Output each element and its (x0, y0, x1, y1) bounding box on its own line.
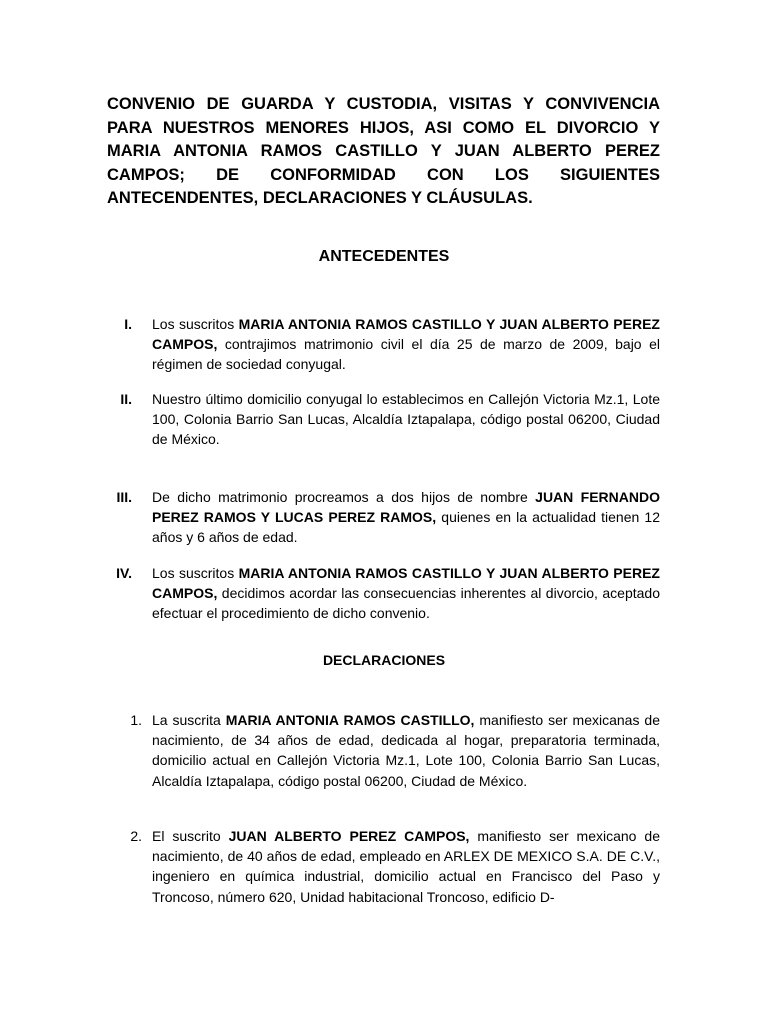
declaracion-paragraph: El suscrito JUAN ALBERTO PEREZ CAMPOS, manifiesto ser mexicano de nacimiento, de 40 años de edad, empleado en ARLEX DE MEXICO S.A. DE C.V., ingeniero en química industrial, domicilio actual en Francisco del Paso y Troncoso, número 620, Unidad habitacional Troncoso, edificio D- (152, 828, 660, 905)
document-title: CONVENIO DE GUARDA Y CUSTODIA, VISITAS Y CONVIVENCIA PARA NUESTROS MENORES HIJOS, ASI COMO EL DIVORCIO Y MARIA ANTONIA RAMOS CASTILLO Y JUAN ALBERTO PEREZ CAMPOS; DE CONFORMIDAD CON LOS SIGUIENTES ANTECENDENTES, DECLARACIONES Y CLÁUSULAS. (107, 95, 660, 207)
declaracion-number: 2. (130, 828, 142, 844)
declaraciones-heading: DECLARACIONES (322, 652, 446, 668)
antecedente-numeral: III. (116, 489, 132, 505)
antecedente-paragraph: Los suscritos MARIA ANTONIA RAMOS CASTILLO Y JUAN ALBERTO PEREZ CAMPOS, decidimos acordar las consecuencias inherentes al divorcio, aceptado efectuar el procedimiento de dicho convenio. (152, 565, 660, 622)
declaracion-paragraph: La suscrita MARIA ANTONIA RAMOS CASTILLO, manifiesto ser mexicanas de nacimiento, de 34 años de edad, dedicada al hogar, preparatoria terminada, domicilio actual en Callejón Victoria Mz.1, Lote 100, Colonia Barrio San Lucas, Alcaldía Iztapalapa, código postal 06200, Ciudad de México. (152, 712, 660, 789)
antecedente-paragraph: Nuestro último domicilio conyugal lo establecimos en Callejón Victoria Mz.1, Lote 100, Colonia Barrio San Lucas, Alcaldía Iztapalapa, código postal 06200, Ciudad de México. (152, 391, 660, 448)
antecedente-numeral: II. (120, 391, 132, 407)
antecedente-numeral: I. (124, 316, 132, 332)
antecedente-paragraph: Los suscritos MARIA ANTONIA RAMOS CASTILLO Y JUAN ALBERTO PEREZ CAMPOS, contrajimos matrimonio civil el día 25 de marzo de 2009, bajo el régimen de sociedad conyugal. (152, 316, 660, 373)
antecedentes-heading: ANTECEDENTES (318, 248, 450, 265)
declaracion-number: 1. (130, 712, 142, 728)
antecedente-paragraph: De dicho matrimonio procreamos a dos hijos de nombre JUAN FERNANDO PEREZ RAMOS Y LUCAS PEREZ RAMOS, quienes en la actualidad tienen 12 años y 6 años de edad. (152, 489, 660, 546)
antecedente-numeral: IV. (116, 565, 132, 581)
